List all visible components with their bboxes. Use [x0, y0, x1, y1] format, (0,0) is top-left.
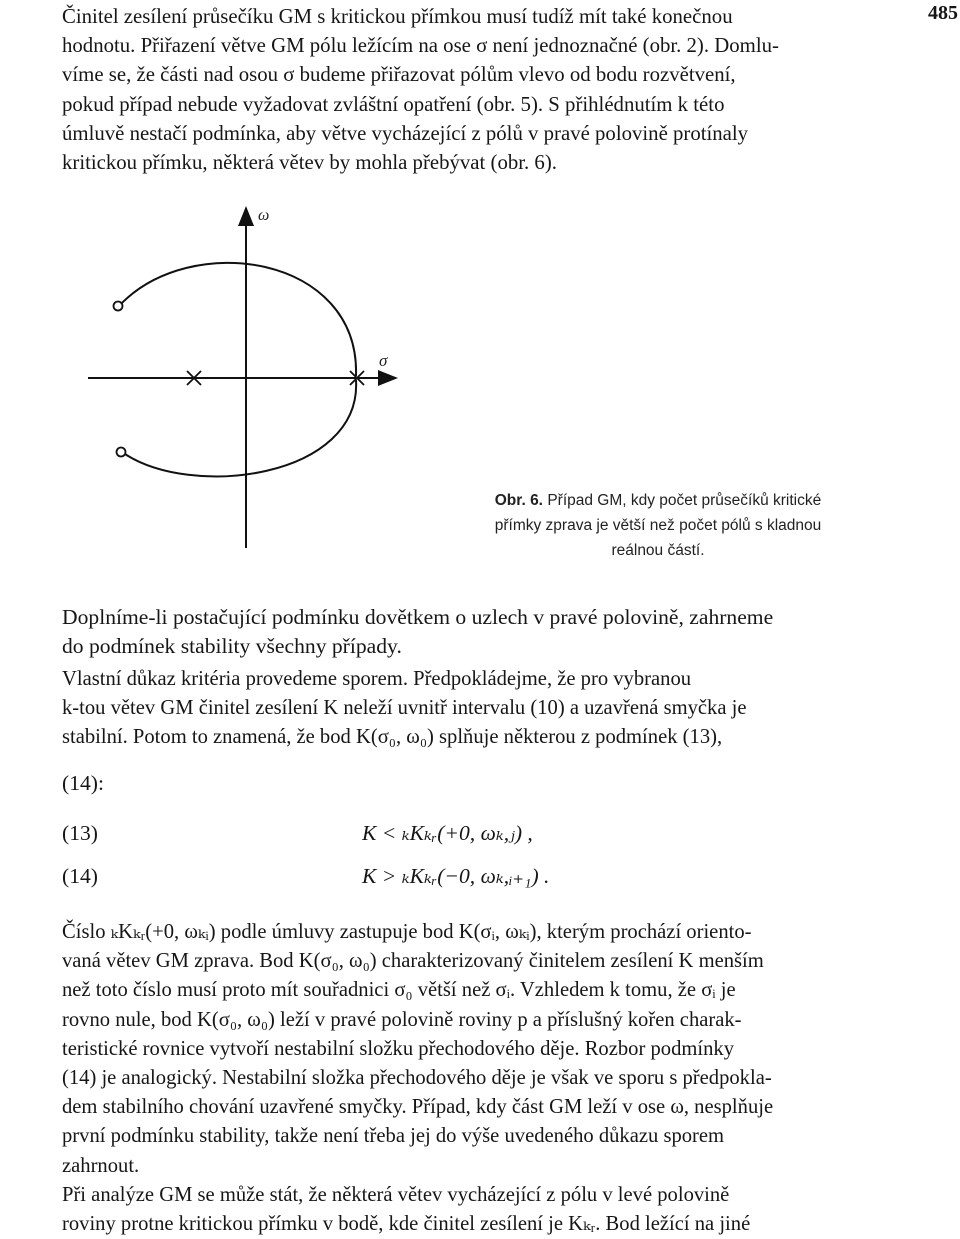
- equation-13: K < ₖKₖᵣ(+0, ωₖ,ⱼ) ,: [362, 821, 533, 845]
- figure-caption: [438, 488, 878, 563]
- text-line: dem stabilního chování uzavřené smyčky. Případ, kdy část GM leží v ose ω, nesplňuje: [62, 1096, 774, 1119]
- text-line: Doplníme-li postačující podmínku dovětkem o uzlech v pravé polovině, zahrneme: [62, 605, 774, 629]
- zero-marker-lower: [117, 448, 126, 457]
- text-line: víme se, že části nad osou σ budeme přiřazovat pólům vlevo od bodu rozvětvení,: [62, 63, 736, 87]
- paragraph-analysis: [62, 1181, 887, 1239]
- text-line: rovno nule, bod K(σ₀, ω₀) leží v pravé polovině roviny p a příslušný kořen charak-: [62, 1008, 742, 1031]
- text-line: vaná větev GM zprava. Bod K(σ₀, ω₀) charakterizovaný činitelem zesílení K menším: [62, 950, 764, 973]
- page-number: 485: [928, 2, 958, 24]
- text-line: zahrnout.: [62, 1154, 140, 1177]
- text-line: první podmínku stability, takže není třeba jej do výše uvedeného důkazu sporem: [62, 1125, 725, 1148]
- text-line: teristické rovnice vytvoří nestabilní složku přechodového děje. Rozbor podmínky: [62, 1037, 734, 1060]
- text-line: pokud případ nebude vyžadovat zvláštní opatření (obr. 5). S přihlédnutím k této: [62, 92, 725, 116]
- text-line: hodnotu. Přiřazení větve GM pólu ležícím na ose σ není jednoznačné (obr. 2). Domlu-: [62, 34, 779, 58]
- text-line: k-tou větev GM činitel zesílení K neleží uvnitř intervalu (10) a uzavřená smyčka je: [62, 697, 747, 720]
- text-line: úmluvě nestačí podmínka, aby větve vycházející z pólů v pravé polovině protínaly: [62, 121, 749, 145]
- equation-label-13: (13): [62, 821, 98, 845]
- caption-text: Případ GM, kdy počet průsečíků kritické: [547, 492, 822, 509]
- equation-label-14: (14): [62, 864, 98, 888]
- paragraph-sufficient-condition: [62, 603, 887, 661]
- omega-axis-label: ω: [258, 207, 270, 224]
- paragraph-proof: [62, 665, 887, 753]
- sigma-axis-label: σ: [379, 351, 388, 370]
- text-line: než toto číslo musí proto mít souřadnici σ₀ větší než σᵢ. Vzhledem k tomu, že σᵢ je: [62, 979, 736, 1002]
- zero-marker-upper: [114, 302, 123, 311]
- text-line: Vlastní důkaz kritéria provedeme sporem. Předpokládejme, že pro vybranou: [62, 668, 692, 690]
- caption-text: reálnou částí.: [611, 542, 705, 559]
- text-line: stabilní. Potom to znamená, že bod K(σ₀, ω₀) splňuje některou z podmínek (13),: [62, 726, 723, 749]
- equation-reference: (14):: [62, 771, 104, 795]
- caption-text: přímky zprava je větší než počet pólů s kladnou: [494, 517, 822, 534]
- text-line: Činitel zesílení průsečíku GM s kritickou přímkou musí tudíž mít také konečnou: [62, 5, 733, 28]
- text-line: Při analýze GM se může stát, že některá větev vycházející z pólu v levé polovině: [62, 1184, 730, 1206]
- root-locus-branch-upper: [119, 263, 356, 376]
- text-line: do podmínek stability všechny případy.: [62, 634, 402, 659]
- equation-14: K > ₖKₖᵣ(−0, ωₖ,ᵢ₊₁) .: [362, 864, 550, 888]
- caption-number: Obr. 6.: [494, 492, 543, 509]
- text-line: Číslo ₖKₖᵣ(+0, ωₖᵢ) podle úmluvy zastupuje bod K(σᵢ, ωₖᵢ), kterým prochází orientо-: [62, 921, 752, 943]
- text-line: (14) je analogický. Nestabilní složka přechodového děje je však ve sporu s předpokla-: [62, 1067, 772, 1090]
- text-line: roviny protne kritickou přímku v bodě, kde činitel zesílení je Kₖᵣ. Bod ležící na jiné: [62, 1213, 751, 1236]
- root-locus-branch-lower: [122, 380, 356, 476]
- text-line: kritickou přímku, některá větev by mohla přebývat (obr. 6).: [62, 151, 557, 175]
- paragraph-explanation: [62, 918, 887, 1181]
